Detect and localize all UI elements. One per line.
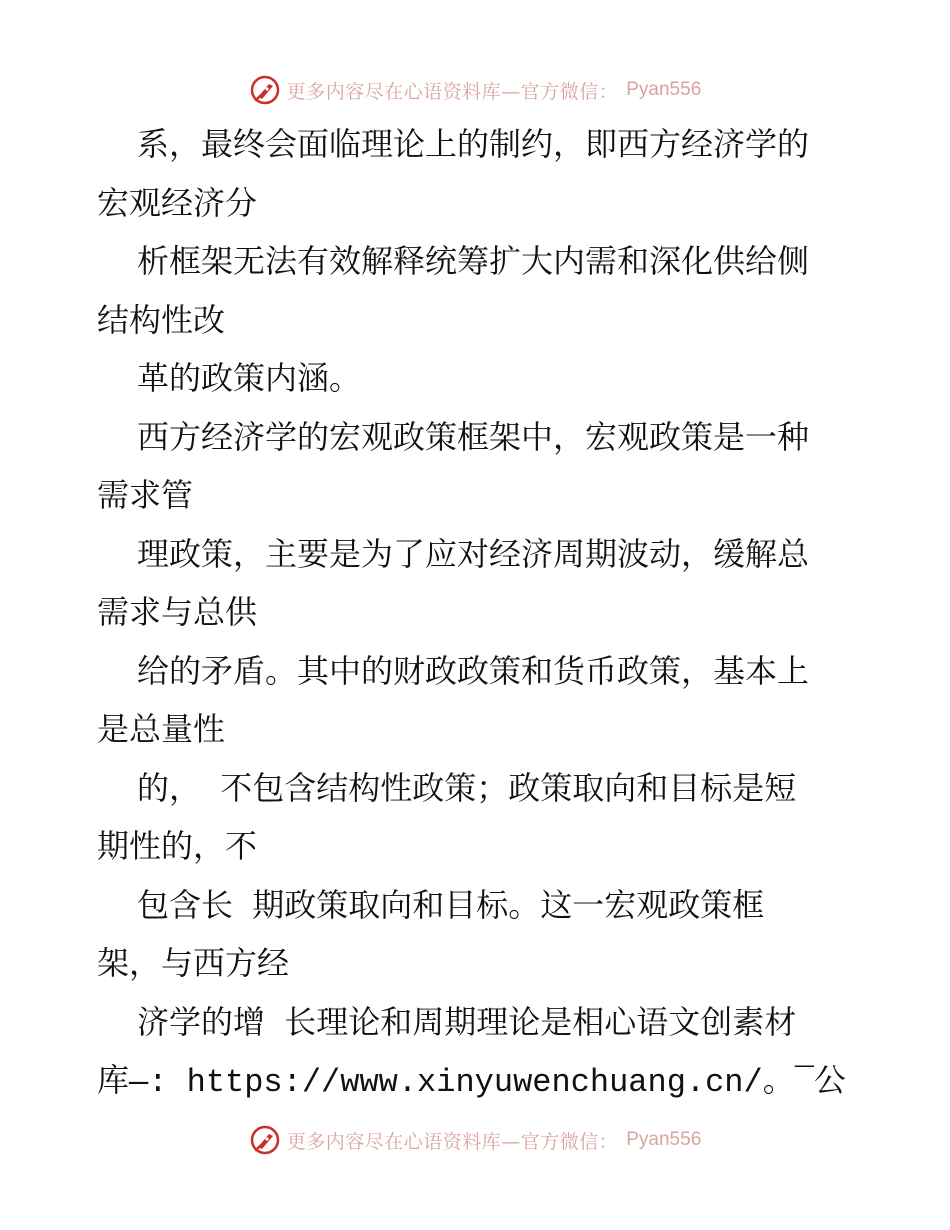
- text-line: 西方经济学的宏观政策框架中，宏观政策是一种: [137, 420, 810, 458]
- text-line: 的， 不包含结构性政策；政策取向和目标是短: [137, 771, 797, 809]
- watermark-text: 更多内容尽在心语资料库—官方微信：: [286, 80, 619, 103]
- watermark-footer: [0, 1120, 950, 1160]
- text-line: 系，最终会面临理论上的制约，即西方经济学的: [137, 128, 810, 165]
- watermark-header: [0, 70, 950, 110]
- text-line: 析框架无法有效解释统筹扩大内需和深化供给侧: [137, 245, 810, 282]
- document-body: [97, 118, 877, 1113]
- text-line: 给的矛盾。其中的财政政策和货币政策，基本上: [137, 654, 810, 692]
- text-line: 需求管: [97, 479, 194, 516]
- text-line: 期性的，不: [97, 830, 258, 867]
- text-line: 革的政策内涵。: [137, 362, 362, 399]
- text-line: 济学的增 长理论和周期理论是相心语文创素材: [137, 1005, 797, 1043]
- pen-nib-seal-icon: [249, 1124, 281, 1156]
- text-line: 结构性改: [97, 303, 226, 341]
- watermark-text: 更多内容尽在心语资料库—官方微信：: [286, 1130, 619, 1153]
- text-line: 需求与总供: [97, 596, 258, 633]
- text-line: 包含长 期政策取向和目标。这一宏观政策框: [137, 888, 765, 926]
- text-line: 架，与西方经: [97, 947, 290, 984]
- text-line: 理政策，主要是为了应对经济周期波动，缓解总: [137, 537, 810, 575]
- text-line: 宏观经济分: [97, 186, 258, 224]
- watermark-wechat-id: Pyan556: [626, 79, 702, 100]
- text-line: 是总量性: [97, 713, 226, 750]
- pen-nib-seal-icon: [249, 74, 281, 106]
- watermark-wechat-id: Pyan556: [626, 1129, 702, 1150]
- text-line: 库—: https://www.xinyuwenchuang.cn/。¯公: [97, 1064, 846, 1101]
